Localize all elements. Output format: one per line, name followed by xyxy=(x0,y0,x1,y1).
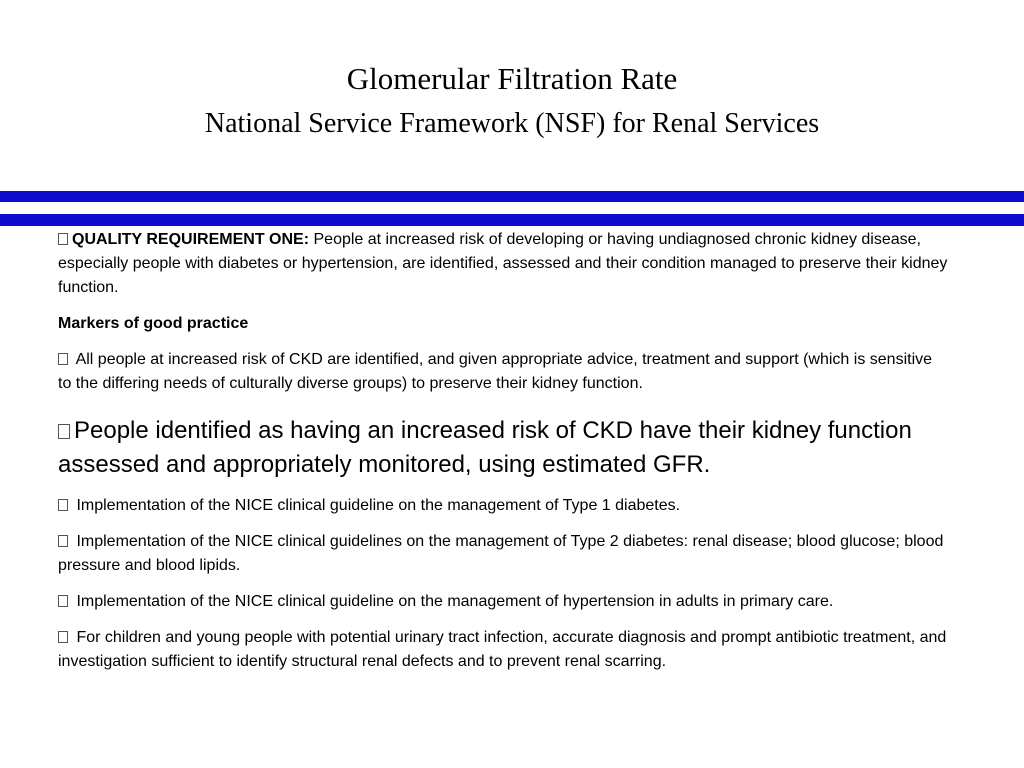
quality-requirement-text: People at increased risk of developing or having undiagnosed chronic kidney disease, especially people with diabetes or hypertension, are identified, assessed and their condition managed to preserve their kidney function. xyxy=(58,231,948,296)
list-item-text: Implementation of the NICE clinical guidelines on the management of Type 2 diabetes: renal disease; blood glucose; blood pressure and blood lipids. xyxy=(58,533,944,574)
box-bullet-icon xyxy=(58,353,68,365)
quality-requirement-paragraph xyxy=(58,228,948,300)
list-item xyxy=(58,348,948,396)
box-bullet-icon xyxy=(58,631,68,643)
slide-subtitle: National Service Framework (NSF) for Renal Services xyxy=(204,108,820,139)
slide-body xyxy=(58,228,948,686)
list-item xyxy=(58,494,948,518)
list-item-text: People identified as having an increased risk of CKD have their kidney function assessed and appropriately monitored, using estimated GFR. xyxy=(58,417,912,478)
list-item-text: For children and young people with potential urinary tract infection, accurate diagnosis and prompt antibiotic treatment, and investigation sufficient to identify structural renal defects and to prevent renal scarring. xyxy=(58,629,947,670)
list-item-text: Implementation of the NICE clinical guideline on the management of hypertension in adults in primary care. xyxy=(72,593,834,610)
list-item-highlighted xyxy=(58,414,948,482)
divider-top xyxy=(0,191,1024,202)
box-bullet-icon xyxy=(58,233,68,245)
quality-requirement-label: QUALITY REQUIREMENT ONE: xyxy=(72,231,310,248)
box-bullet-icon xyxy=(58,535,68,547)
box-bullet-icon xyxy=(58,595,68,607)
divider-bottom xyxy=(0,214,1024,226)
list-item xyxy=(58,626,948,674)
box-bullet-icon xyxy=(58,424,70,439)
list-item-text: All people at increased risk of CKD are identified, and given appropriate advice, treatment and support (which is sensitive to the differing needs of culturally diverse groups) to preserve their kidney function. xyxy=(58,351,933,392)
list-item-text: Implementation of the NICE clinical guideline on the management of Type 1 diabetes. xyxy=(72,497,681,514)
slide-title: Glomerular Filtration Rate xyxy=(346,61,678,96)
list-item xyxy=(58,530,948,578)
list-item xyxy=(58,590,948,614)
box-bullet-icon xyxy=(58,499,68,511)
markers-heading: Markers of good practice xyxy=(58,315,249,332)
